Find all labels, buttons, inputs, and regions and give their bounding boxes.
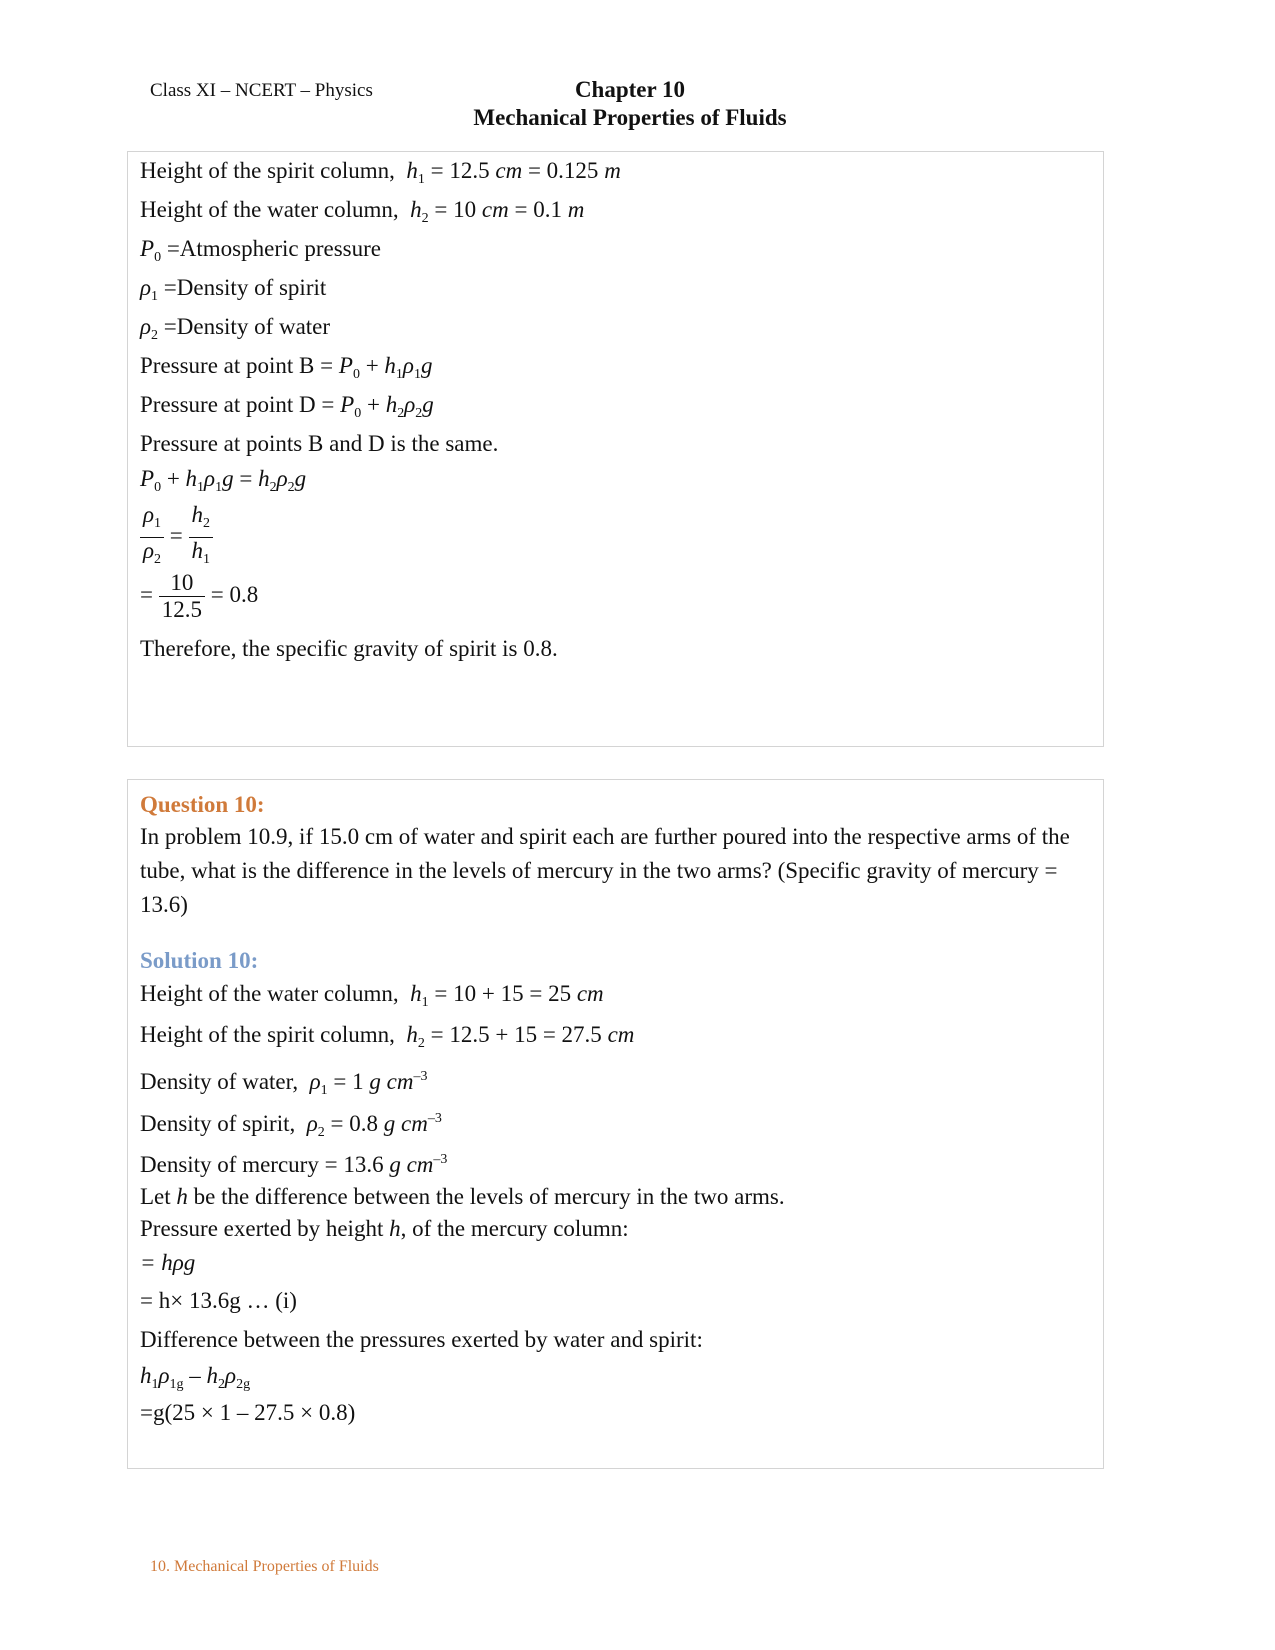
water-density-line: Density of water, $\rho_1 = 1$ g $cm^{-3}$	[140, 1069, 428, 1098]
question-heading: Question 10:	[140, 792, 265, 817]
water-column-height-line: Height of the water column, $h_1 = 10 + 15 = 25$ cm	[140, 981, 604, 1010]
chapter-number: Chapter 10	[574, 77, 686, 102]
mercury-pressure-expression: = hρg	[140, 1250, 196, 1275]
solution-continued-box	[127, 151, 1104, 747]
pressure-equality-statement: Pressure at points B and D is the same.	[140, 431, 499, 456]
spirit-column-height-line: Height of the spirit column, $h_1 = 12.5$ cm = 0.125 m	[140, 158, 621, 187]
spirit-column-height-line: Height of the spirit column, $h_2 = 12.5 + 15 = 27.5$ cm	[140, 1022, 635, 1051]
question-10-box	[127, 779, 1104, 1469]
pressure-point-b-line: Pressure at point $B = P_0 + h_1\rho_1g$	[140, 353, 433, 382]
atmospheric-pressure-definition: $P_0$ =Atmospheric pressure	[140, 236, 381, 265]
footer-chapter-label: 10. Mechanical Properties of Fluids	[150, 1558, 379, 1575]
water-column-height-line: Height of the water column, $h_2 = 10$ cm = 0.1 m	[140, 197, 585, 226]
mercury-pressure-equation-i: = h× 13.6g … (i)	[140, 1288, 297, 1313]
water-spirit-pressure-calculation: =g(25 × 1 – 27.5 × 0.8)	[140, 1400, 356, 1425]
water-density-definition: $\rho_2$ =Density of water	[140, 314, 331, 343]
question-text: In problem 10.9, if 15.0 cm of water and spirit each are further poured into the respective arms of the tube, what is the difference in the levels of mercury in the two arms? (Specific gravity of mercury = 13.6)	[140, 824, 1070, 917]
spirit-density-definition: $\rho_1$ =Density of spirit	[140, 275, 327, 304]
pressure-equation: $P_0 + h_1\rho_1g = h_2\rho_2g$	[140, 466, 307, 495]
mercury-density-line: Density of mercury = 13.6 g $cm^{-3}$	[140, 1152, 448, 1177]
mercury-pressure-intro: Pressure exerted by height h, of the mercury column:	[140, 1216, 629, 1241]
chapter-heading	[430, 76, 830, 132]
header-class-label: Class XI – NCERT – Physics	[150, 80, 373, 101]
chapter-title: Mechanical Properties of Fluids	[473, 105, 787, 130]
pressure-point-d-line: Pressure at point $D = P_0 + h_2\rho_2g$	[140, 392, 434, 421]
specific-gravity-calculation: = $\frac{10}{12.5}$ = 0.8	[140, 570, 259, 622]
water-spirit-pressure-expression: $h_1\rho_{1g} - h_2\rho_{2g}$	[140, 1363, 251, 1392]
solution-heading: Solution 10:	[140, 948, 259, 973]
spirit-density-line: Density of spirit, $\rho_2 = 0.8$ g $cm^{-3}$	[140, 1111, 442, 1140]
water-spirit-pressure-intro: Difference between the pressures exerted by water and spirit:	[140, 1327, 703, 1352]
density-ratio-equation: $\frac{\rho_1}{\rho_2}$ = $\frac{h_2}{h_1}$	[140, 502, 213, 573]
specific-gravity-conclusion: Therefore, the specific gravity of spirit is 0.8.	[140, 636, 558, 661]
mercury-level-difference-definition: Let h be the difference between the levels of mercury in the two arms.	[140, 1184, 785, 1209]
